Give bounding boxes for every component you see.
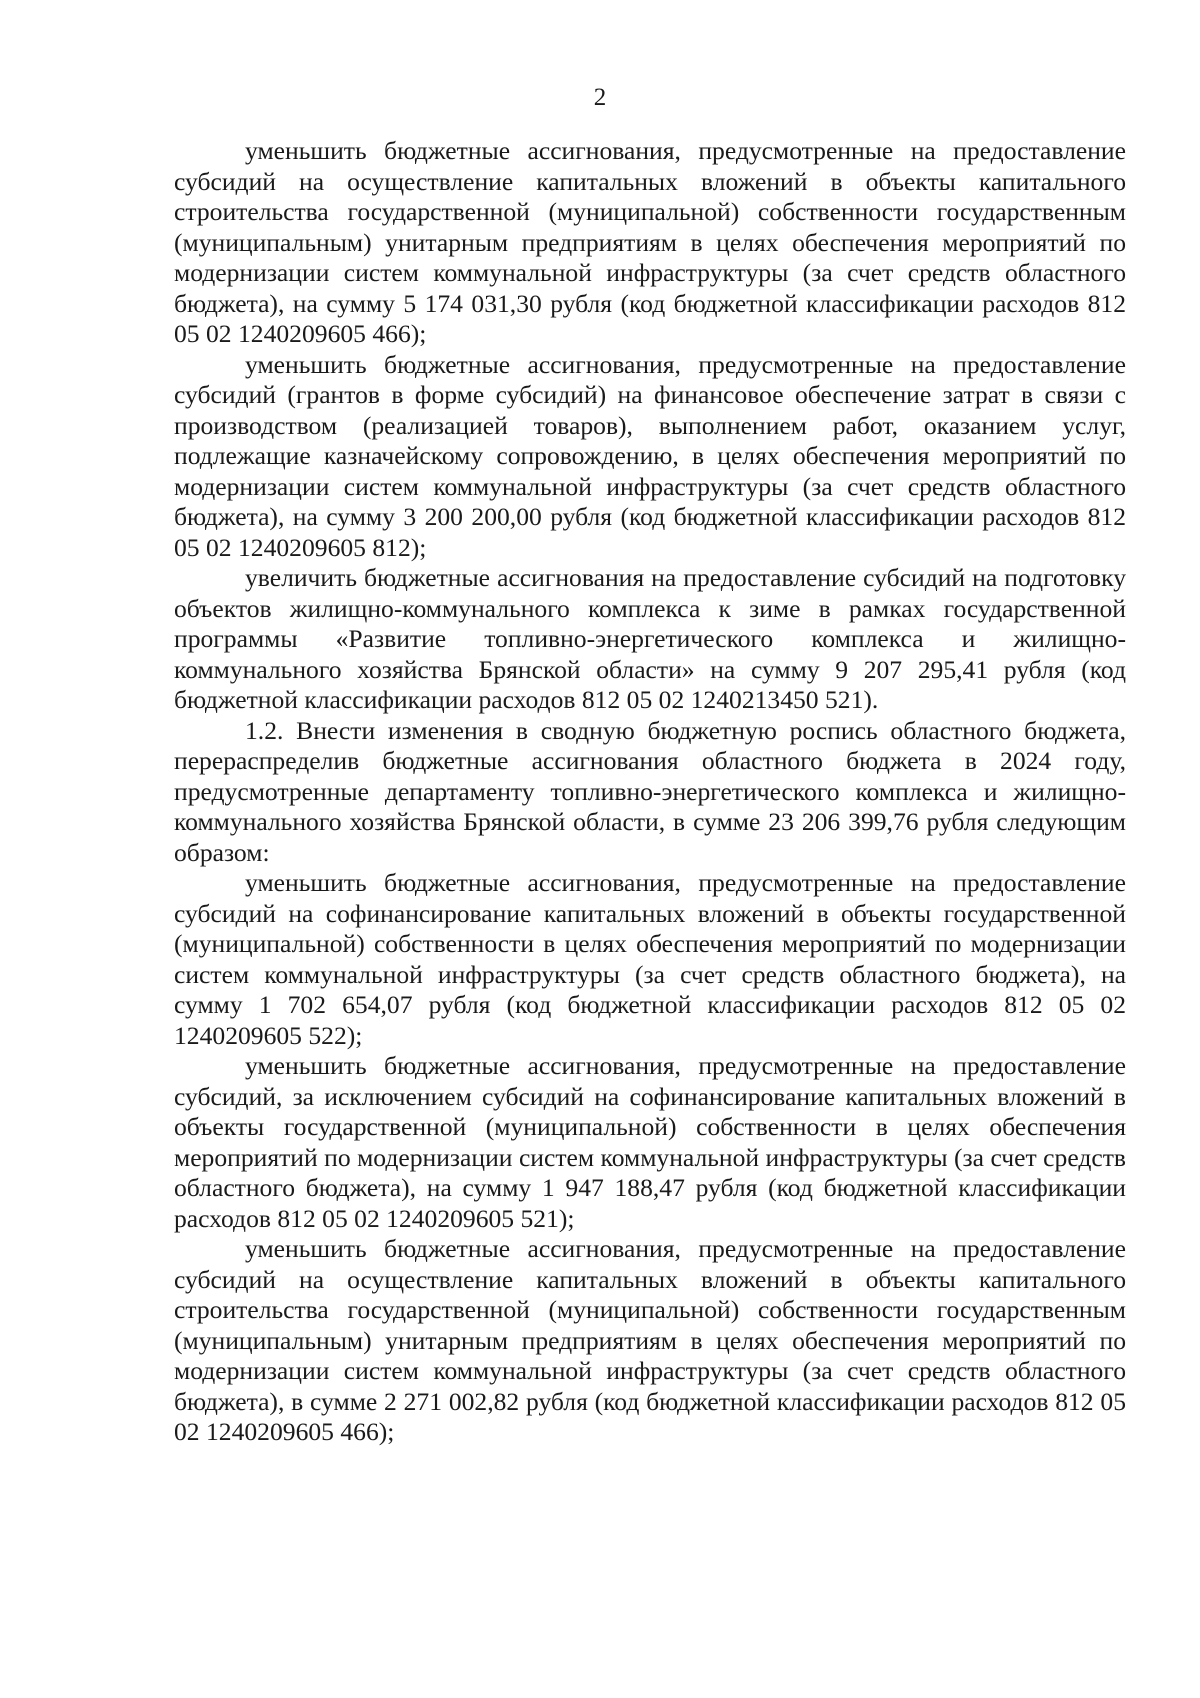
page-number: 2: [593, 84, 607, 111]
paragraph-2: уменьшить бюджетные ассигнования, предусмотренные на предоставление субсидий (грантов в форме субсидий) на финансовое обеспечение затрат в связи с производством (реализацией товаров), выполнением работ, оказанием услуг, подлежащие казначейскому сопровождению, в целях обеспечения мероприятий по модернизации систем коммунальной инфраструктуры (за счет средств областного бюджета), на сумму 3 200 200,00 рубля (код бюджетной классификации расходов 812 05 02 1240209605 812);: [174, 349, 1126, 562]
paragraph-5: уменьшить бюджетные ассигнования, предусмотренные на предоставление субсидий на софинансирование капитальных вложений в объекты государственной (муниципальной) собственности в целях обеспечения мероприятий по модернизации систем коммунальной инфраструктуры (за счет средств областного бюджета), на сумму 1 702 654,07 рубля (код бюджетной классификации расходов 812 05 02 1240209605 522);: [174, 868, 1126, 1050]
paragraph-1: уменьшить бюджетные ассигнования, предусмотренные на предоставление субсидий на осуществление капитальных вложений в объекты капитального строительства государственной (муниципальной) собственности государственным (муниципальным) унитарным предприятиям в целях обеспечения мероприятий по модернизации систем коммунальной инфраструктуры (за счет средств областного бюджета), на сумму 5 174 031,30 рубля (код бюджетной классификации расходов 812 05 02 1240209605 466);: [174, 136, 1126, 348]
document-body: [174, 136, 1126, 1448]
paragraph-4: 1.2. Внести изменения в сводную бюджетную роспись областного бюджета, перераспределив бюджетные ассигнования областного бюджета в 2024 году, предусмотренные департаменту топливно-энергетического комплекса и жилищно-коммунального хозяйства Брянской области, в сумме 23 206 399,76 рубля следующим образом:: [174, 715, 1126, 867]
paragraph-6: уменьшить бюджетные ассигнования, предусмотренные на предоставление субсидий, за исключением субсидий на софинансирование капитальных вложений в объекты государственной (муниципальной) собственности в целях обеспечения мероприятий по модернизации систем коммунальной инфраструктуры (за счет средств областного бюджета), на сумму 1 947 188,47 рубля (код бюджетной классификации расходов 812 05 02 1240209605 521);: [174, 1051, 1126, 1233]
paragraph-3: увеличить бюджетные ассигнования на предоставление субсидий на подготовку объектов жилищно-коммунального комплекса к зиме в рамках государственной программы «Развитие топливно-энергетического комплекса и жилищно-коммунального хозяйства Брянской области» на сумму 9 207 295,41 рубля (код бюджетной классификации расходов 812 05 02 1240213450 521).: [174, 563, 1126, 714]
paragraph-7: уменьшить бюджетные ассигнования, предусмотренные на предоставление субсидий на осуществление капитальных вложений в объекты капитального строительства государственной (муниципальной) собственности государственным (муниципальным) унитарным предприятиям в целях обеспечения мероприятий по модернизации систем коммунальной инфраструктуры (за счет средств областного бюджета), в сумме 2 271 002,82 рубля (код бюджетной классификации расходов 812 05 02 1240209605 466);: [174, 1234, 1126, 1446]
